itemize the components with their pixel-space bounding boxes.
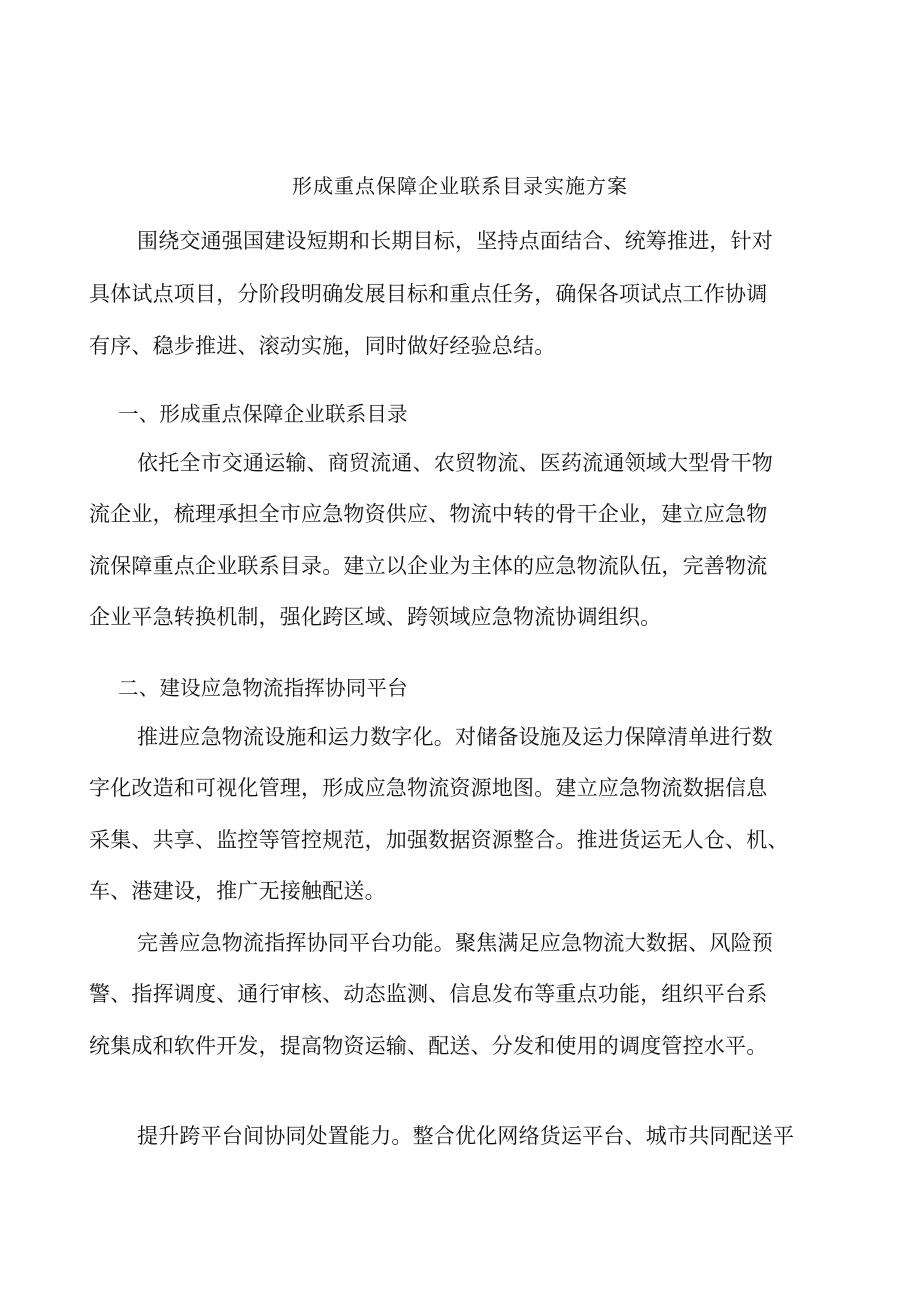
section-2-heading: 二、建设应急物流指挥协同平台 [118,676,408,700]
section-1-line-2: 流企业，梳理承担全市应急物资供应、物流中转的骨干企业，建立应急物 [89,502,768,526]
document-title: 形成重点保障企业联系目录实施方案 [292,174,628,198]
section-2-p2-line-3: 统集成和软件开发，提高物资运输、配送、分发和使用的调度管控水平。 [89,1034,768,1058]
section-1-heading: 一、形成重点保障企业联系目录 [118,402,408,426]
section-2-p1-line-4: 车、港建设，推广无接触配送。 [89,879,386,903]
section-1-line-1: 依托全市交通运输、商贸流通、农贸物流、医药流通领域大型骨干物 [137,451,773,475]
section-2-p1-line-1: 推进应急物流设施和运力数字化。对储备设施及运力保障清单进行数 [137,725,773,749]
intro-line-3: 有序、稳步推进、滚动实施，同时做好经验总结。 [89,334,556,358]
section-2-p2-line-2: 警、指挥调度、通行审核、动态监测、信息发布等重点功能，组织平台系 [89,982,768,1006]
section-2-p2-line-1: 完善应急物流指挥协同平台功能。聚焦满足应急物流大数据、风险预 [137,931,773,955]
intro-line-2: 具体试点项目，分阶段明确发展目标和重点任务，确保各项试点工作协调 [89,282,768,306]
section-1-line-4: 企业平急转换机制，强化跨区域、跨领域应急物流协调组织。 [89,605,662,629]
section-2-p3-line-1: 提升跨平台间协同处置能力。整合优化网络货运平台、城市共同配送平 [137,1124,795,1148]
section-2-p1-line-3: 采集、共享、监控等管控规范，加强数据资源整合。推进货运无人仓、机、 [89,828,789,852]
section-1-line-3: 流保障重点企业联系目录。建立以企业为主体的应急物流队伍，完善物流 [89,554,768,578]
section-2-p1-line-2: 字化改造和可视化管理，形成应急物流资源地图。建立应急物流数据信息 [89,776,768,800]
intro-line-1: 围绕交通强国建设短期和长期目标，坚持点面结合、统筹推进，针对 [137,229,773,253]
